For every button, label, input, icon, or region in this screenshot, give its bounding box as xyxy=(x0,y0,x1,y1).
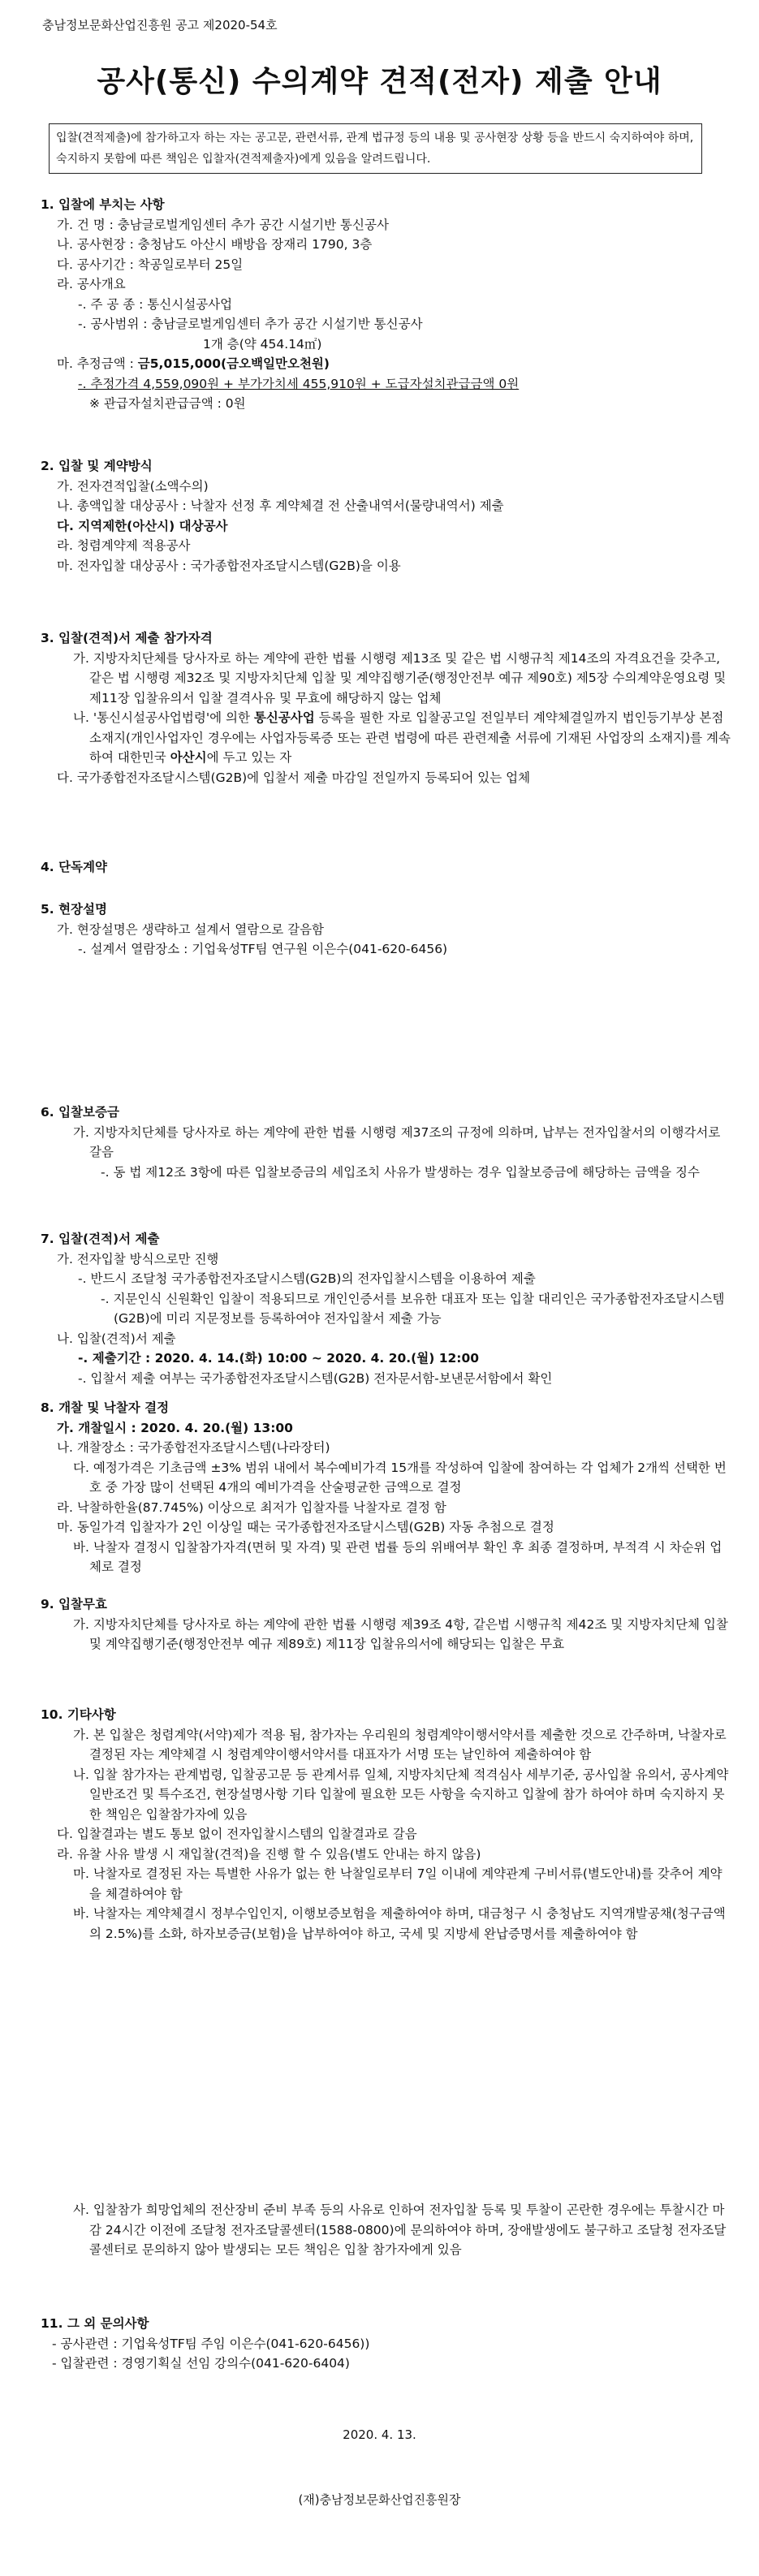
notice-date: 2020. 4. 13. xyxy=(343,2427,416,2442)
s7-item-a2: -. 지문인식 신원확인 입찰이 적용되므로 개인인증서를 보유한 대표자 또는 입찰 대리인은 국가종합전자조달시스템(G2B)에 미리 지문정보를 등록하여야 전자입찰서 제출 가능 xyxy=(101,1291,725,1326)
section-6 xyxy=(41,1102,722,1182)
s10-item-g: 사. 입찰참가 희망업체의 전산장비 준비 부족 등의 사유로 인하여 전자입찰 등록 및 투찰이 곤란한 경우에는 투찰시간 마감 24시간 이전에 조달청 전자조달콜센터(1588-0800)에 문의하여야 하며, 장애발생에도 불구하고 조달청 전자조달콜센터로 문의하지 않아 발생되는 모든 책임은 입찰 참가자에게 있음 xyxy=(73,2203,727,2257)
section-7 xyxy=(41,1229,725,1388)
section-1 xyxy=(41,195,722,414)
s8-item-b: 나. 개찰장소 : 국가종합전자조달시스템(나라장터) xyxy=(57,1440,330,1455)
s8-item-a: 가. 개찰일시 : 2020. 4. 20.(월) 13:00 xyxy=(57,1420,293,1435)
s10-item-c: 다. 입찰결과는 별도 통보 없이 전자입찰시스템의 입찰결과로 갈음 xyxy=(57,1827,417,1841)
s1-item-e-value: 금5,015,000(금오백일만오천원) xyxy=(137,356,330,371)
s2-item-b: 나. 총액입찰 대상공사 : 낙찰자 선정 후 계약체결 전 산출내역서(물량내역서) 제출 xyxy=(57,498,504,513)
s8-item-f: 바. 낙찰자 결정시 입찰참가자격(면허 및 자격) 및 관련 법률 등의 위배여부 확인 후 최종 결정하며, 부적격 시 차순위 업체로 결정 xyxy=(73,1539,722,1574)
section-6-title: 6. 입찰보증금 xyxy=(41,1105,119,1120)
s7-item-b1: -. 제출기간 : 2020. 4. 14.(화) 10:00 ~ 2020. 4. 20.(월) 12:00 xyxy=(78,1351,480,1366)
section-9-title: 9. 입찰무효 xyxy=(41,1597,107,1612)
section-1-title: 1. 입찰에 부치는 사항 xyxy=(41,197,165,212)
s7-item-b: 나. 입찰(견적)서 제출 xyxy=(57,1331,176,1346)
s2-item-e: 마. 전자입찰 대상공사 : 국가종합전자조달시스템(G2B)을 이용 xyxy=(57,558,401,573)
s7-item-a: 가. 전자입찰 방식으로만 진행 xyxy=(57,1251,219,1266)
s1-item-d3: 1개 층(약 454.14㎡) xyxy=(203,336,322,352)
section-11-title: 11. 그 외 문의사항 xyxy=(41,2316,149,2331)
s8-item-d: 라. 낙찰하한율(87.745%) 이상으로 최저가 입찰자를 낙찰자로 결정 함 xyxy=(57,1499,446,1515)
s1-item-e1: -. 추정가격 4,559,090원 + 부가가치세 455,910원 + 도급자설치관급금액 0원 xyxy=(78,376,520,391)
s3-item-b xyxy=(57,708,731,768)
s8-item-c: 다. 예정가격은 기초금액 ±3% 범위 내에서 복수예비가격 15개를 작성하여 입찰에 참여하는 각 업체가 2개씩 선택한 번호 중 가장 많이 선택된 4개의 예비가격을 산술평균한 금액으로 결정 xyxy=(73,1460,727,1495)
s1-item-e xyxy=(41,354,722,374)
s1-item-e-label: 마. 추정금액 : xyxy=(57,356,138,371)
s7-item-a1: -. 반드시 조달청 국가종합전자조달시스템(G2B)의 전자입찰시스템을 이용하여 제출 xyxy=(78,1271,536,1286)
s10-item-d: 라. 유찰 사유 발생 시 재입찰(견적)을 진행 할 수 있음(별도 안내는 하지 않음) xyxy=(57,1846,481,1862)
section-8-title: 8. 개찰 및 낙찰자 결정 xyxy=(41,1400,170,1415)
section-9 xyxy=(41,1594,728,1655)
s1-item-e2: ※ 관급자설치관급금액 : 0원 xyxy=(89,396,246,411)
section-10-continued xyxy=(41,2200,727,2260)
s8-item-e: 마. 동일가격 입찰자가 2인 이상일 때는 국가종합전자조달시스템(G2B) 자동 추첨으로 결정 xyxy=(57,1520,554,1534)
s3-item-a: 가. 지방자치단체를 당사자로 하는 계약에 관한 법률 시행령 제13조 및 같은 법 시행규칙 제14조의 자격요건을 갖추고, 같은 법 시행령 제32조 및 지방자치단체 입찰 및 계약집행기준(행정안전부 예규 제90호) 제5장 수의계약운영요령 및 제11장 입찰유의서 입찰 결격사유 및 무효에 해당하지 않는 업체 xyxy=(73,650,727,705)
s5-item-a: 가. 현장설명은 생략하고 설계서 열람으로 갈음함 xyxy=(57,921,325,937)
s2-item-c: 다. 지역제한(아산시) 대상공사 xyxy=(57,518,228,533)
section-2 xyxy=(41,456,722,576)
s3-item-b-pre: 나. '통신시설공사업법령'에 의한 xyxy=(73,710,254,725)
s2-item-d: 라. 청렴계약제 적용공사 xyxy=(57,538,191,553)
section-3-title: 3. 입찰(견적)서 제출 참가자격 xyxy=(41,631,213,645)
notice-number: 충남정보문화산업진흥원 공고 제2020-54호 xyxy=(42,18,278,32)
s1-item-a: 가. 건 명 : 충남글로벌게임센터 추가 공간 시설기반 통신공사 xyxy=(57,217,389,232)
s3-item-c: 다. 국가종합전자조달시스템(G2B)에 입찰서 제출 마감일 전일까지 등록되어 있는 업체 xyxy=(57,770,531,785)
s3-item-b-bold2: 아산시 xyxy=(170,750,207,765)
section-10-title: 10. 기타사항 xyxy=(41,1707,116,1722)
s1-item-d: 라. 공사개요 xyxy=(57,277,126,291)
issuing-organization: (재)충남정보문화산업진흥원장 xyxy=(298,2492,461,2507)
section-5 xyxy=(41,900,722,960)
section-4-title: 4. 단독계약 xyxy=(41,860,107,874)
s11-item-b: - 입찰관련 : 경영기획실 선임 강의수(041-620-6404) xyxy=(52,2356,350,2371)
s10-item-f: 바. 낙찰자는 계약체결시 정부수입인지, 이행보증보험을 제출하여야 하며, 대금청구 시 충청남도 지역개발공채(청구금액의 2.5%)를 소화, 하자보증금(보험)을 납부하여야 하고, 국세 및 지방세 완납증명서를 제출하여야 함 xyxy=(73,1906,726,1941)
s10-item-b: 나. 입찰 참가자는 관계법령, 입찰공고문 등 관계서류 일체, 지방자치단체 적격심사 세부기준, 공사입찰 유의서, 공사계약 일반조건 및 특수조건, 현장설명사항 기타 입찰에 필요한 모든 사항을 숙지하고 입찰에 참가 하여야 하며 숙지하지 못한 책임은 입찰참가자에 있음 xyxy=(73,1767,729,1822)
s6-item-a: 가. 지방자치단체를 당사자로 하는 계약에 관한 법률 시행령 제37조의 규정에 의하며, 납부는 전자입찰서의 이행각서로 갈음 xyxy=(73,1124,721,1159)
s1-item-c: 다. 공사기간 : 착공일로부터 25일 xyxy=(57,257,244,272)
s9-item-a: 가. 지방자치단체를 당사자로 하는 계약에 관한 법률 시행령 제39조 4항, 같은법 시행규칙 제42조 및 지방자치단체 입찰 및 계약집행기준(행정안전부 예규 제89호) 제11장 입찰유의서에 해당되는 입찰은 무효 xyxy=(73,1616,728,1651)
section-4 xyxy=(41,857,722,878)
intro-box: 입찰(견적제출)에 참가하고자 하는 자는 공고문, 관련서류, 관계 법규정 등의 내용 및 공사현장 상황 등을 반드시 숙지하여야 하며, 숙지하지 못함에 따른 책임은 입찰자(견적제출자)에게 있음을 알려드립니다. xyxy=(49,123,702,174)
s3-item-b-post: 에 두고 있는 자 xyxy=(206,750,292,765)
page-title: 공사(통신) 수의계약 견적(전자) 제출 안내 xyxy=(97,65,662,98)
section-5-title: 5. 현장설명 xyxy=(41,902,107,917)
s6-item-a1: -. 동 법 제12조 3항에 따른 입찰보증금의 세입조치 사유가 발생하는 경우 입찰보증금에 해당하는 금액을 징수 xyxy=(101,1164,700,1180)
s1-item-d1: -. 주 공 종 : 통신시설공사업 xyxy=(78,296,233,312)
s1-item-b: 나. 공사현장 : 충청남도 아산시 배방읍 장재리 1790, 3층 xyxy=(57,237,373,252)
s3-item-b-bold: 통신공사업 xyxy=(253,710,315,725)
section-10 xyxy=(41,1705,729,1944)
section-2-title: 2. 입찰 및 계약방식 xyxy=(41,459,153,473)
s11-item-a: - 공사관련 : 기업육성TF팀 주임 이은수(041-620-6456)) xyxy=(52,2336,370,2351)
s10-item-e: 마. 낙찰자로 결정된 자는 특별한 사유가 없는 한 낙찰일로부터 7일 이내에 계약관계 구비서류(별도안내)를 갖추어 계약을 체결하여야 함 xyxy=(73,1866,722,1901)
section-7-title: 7. 입찰(견적)서 제출 xyxy=(41,1232,160,1246)
s2-item-a: 가. 전자견적입찰(소액수의) xyxy=(57,478,209,494)
section-3 xyxy=(41,628,731,787)
s10-item-a: 가. 본 입찰은 청렴계약(서약)제가 적용 됨, 참가자는 우리원의 청렴계약이행서약서를 제출한 것으로 간주하며, 낙찰자로 결정된 자는 계약체결 시 청렴계약이행서약서를 대표자가 서명 또는 날인하여 제출하여야 함 xyxy=(73,1727,727,1762)
s7-item-b2: -. 입찰서 제출 여부는 국가종합전자조달시스템(G2B) 전자문서함-보낸문서함에서 확인 xyxy=(78,1370,553,1386)
section-8 xyxy=(41,1398,727,1577)
s5-item-a1: -. 설계서 열람장소 : 기업육성TF팀 연구원 이은수(041-620-6456) xyxy=(78,942,448,956)
s1-item-d2: -. 공사범위 : 충남글로벌게임센터 추가 공간 시설기반 통신공사 xyxy=(78,317,423,331)
s3-item-b-mid: 등록을 필한 자로 입찰공고일 전일부터 계약체결일까지 법인등기부상 본점 소재지(개인사업자인 경우에는 사업자등록증 또는 관련 법령에 따른 관련제출 서류에 기재된 사업장의 소재지)를 계속하여 대한민국 xyxy=(89,710,731,765)
section-11 xyxy=(41,2314,722,2374)
